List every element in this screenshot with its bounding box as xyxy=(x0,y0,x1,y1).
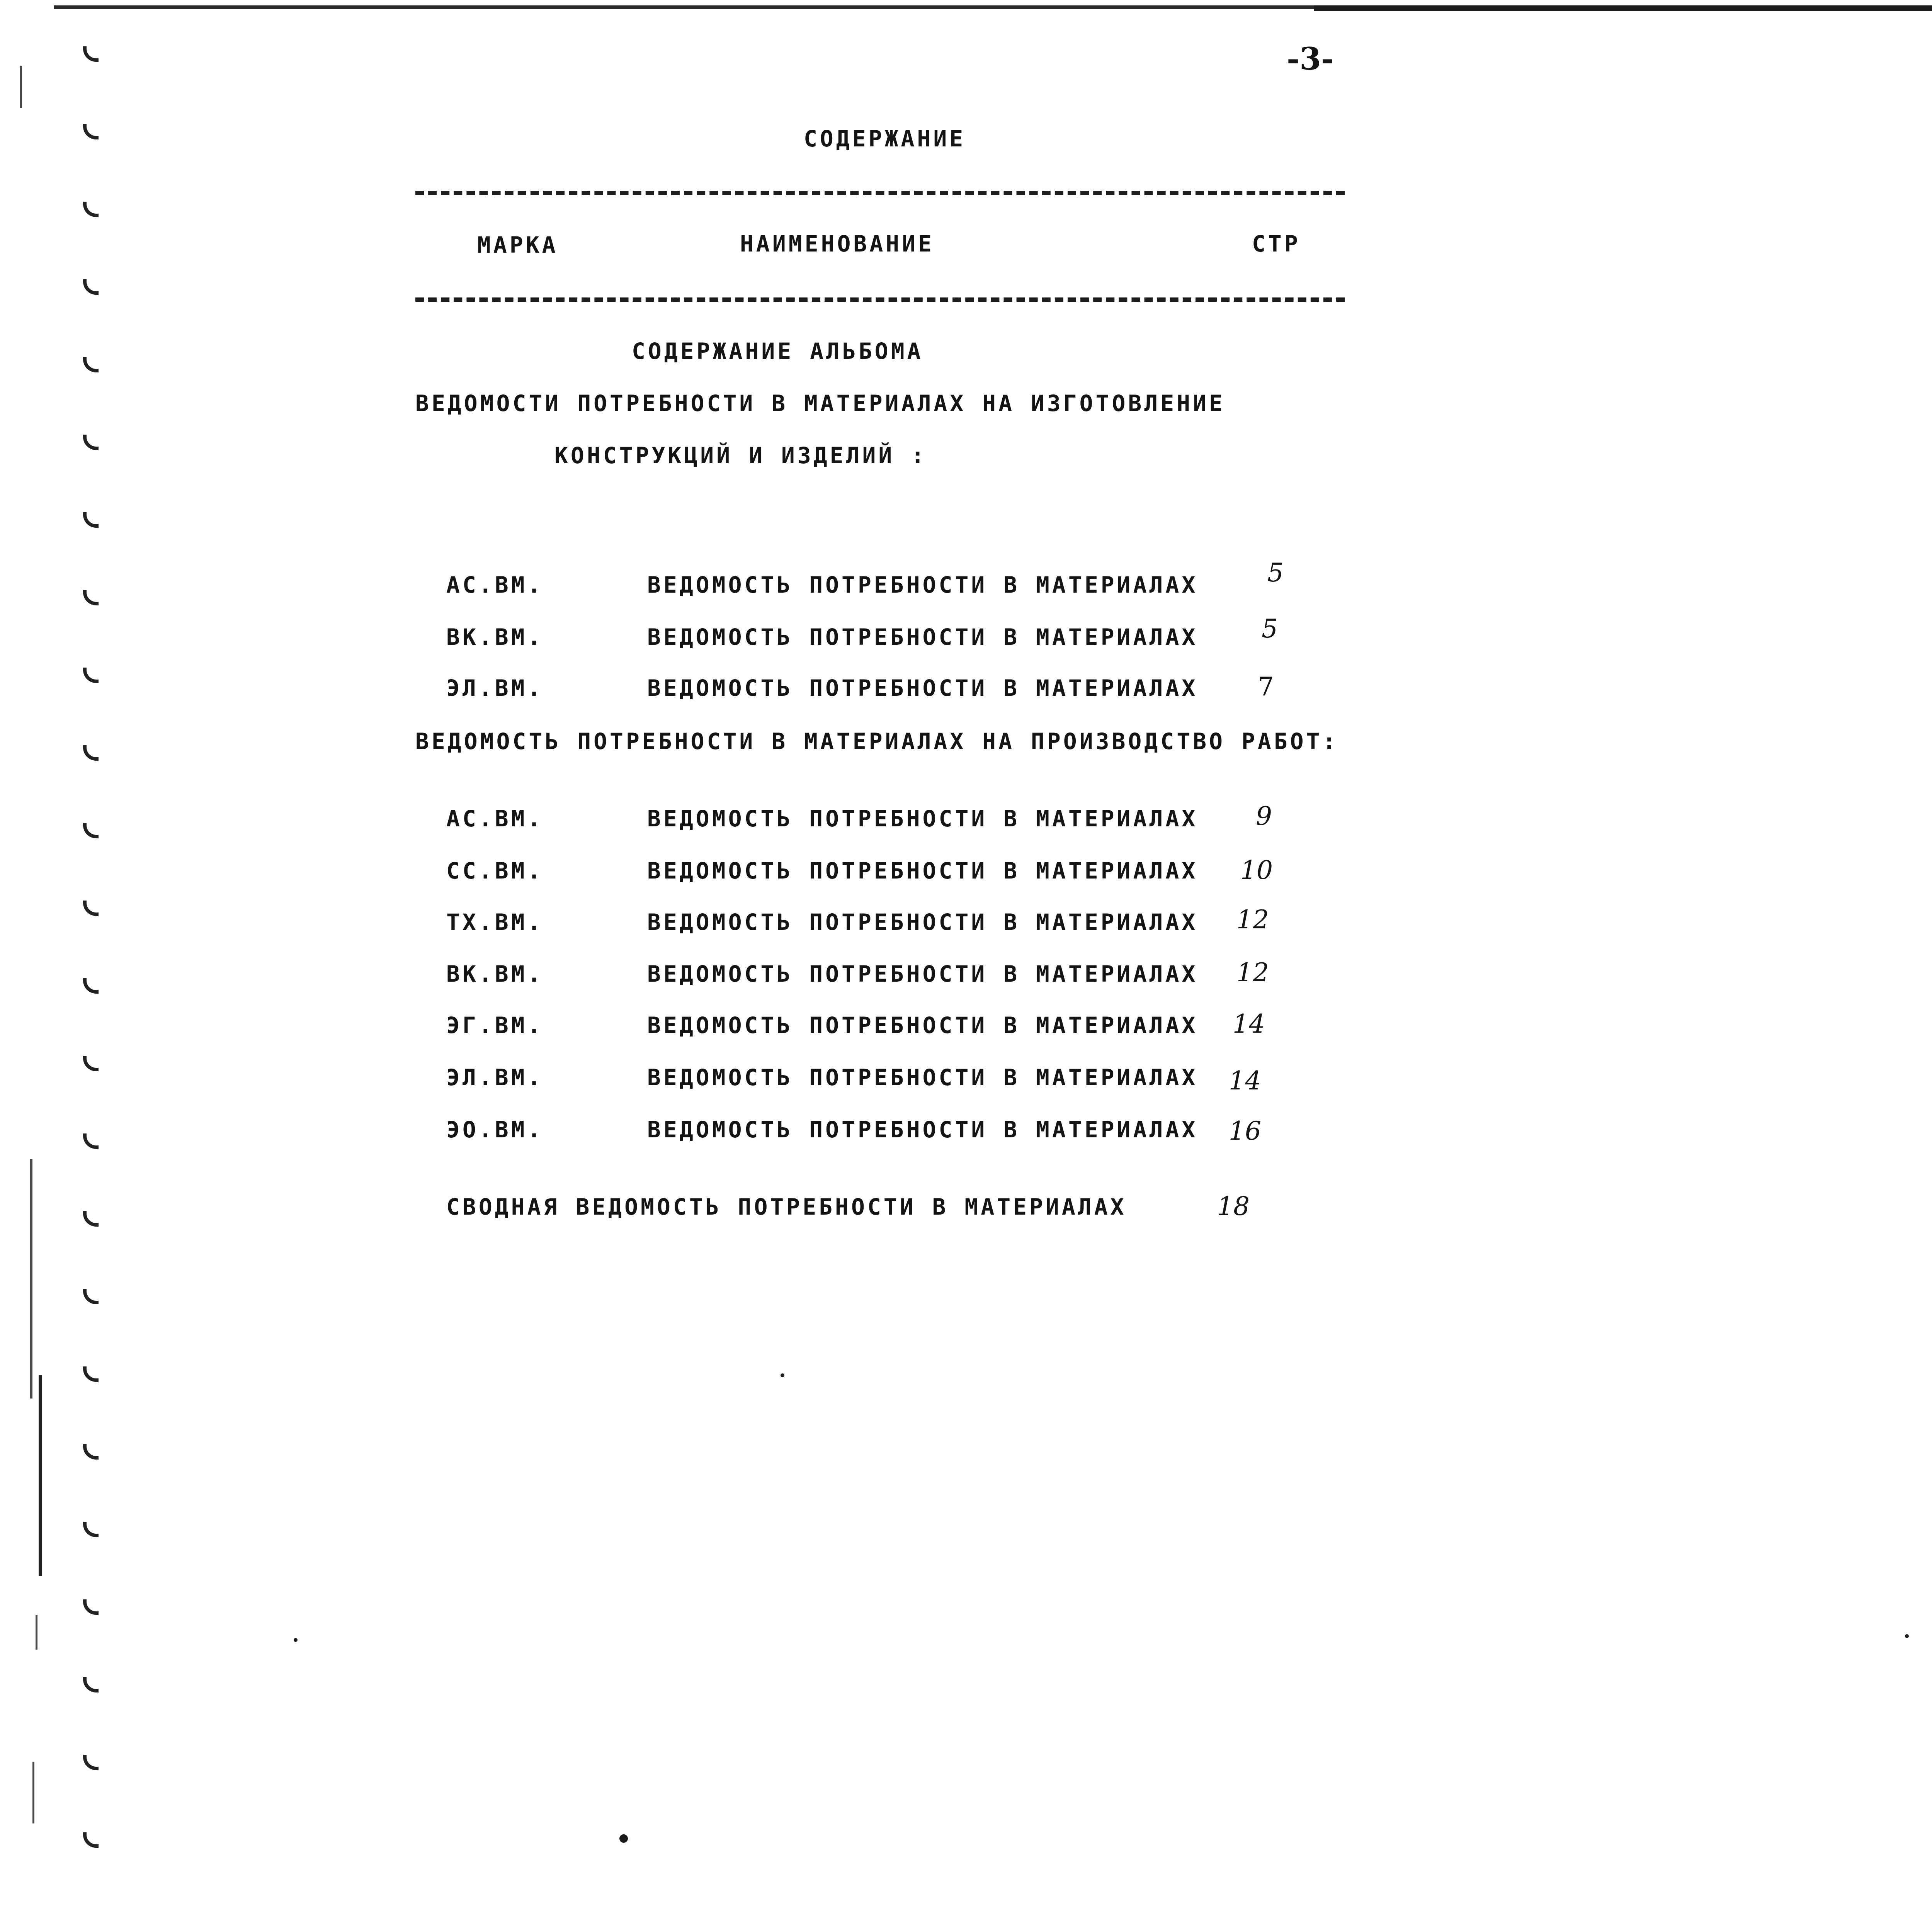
page-number: -3- xyxy=(1287,41,1334,77)
scan-artifact xyxy=(36,1615,37,1650)
table-row-mark: ЭЛ.ВМ. xyxy=(446,1064,544,1091)
table-row-page: 5 xyxy=(1262,614,1278,644)
table-row-page: 12 xyxy=(1236,958,1269,987)
table-row-name: ВЕДОМОСТЬ ПОТРЕБНОСТИ В МАТЕРИАЛАХ xyxy=(647,858,1198,884)
perforation-hole xyxy=(83,1755,99,1770)
table-row-page: 12 xyxy=(1236,905,1269,935)
perforation-hole xyxy=(83,668,99,683)
header-mark: МАРКА xyxy=(477,232,558,258)
header-bottom-rule xyxy=(415,297,1345,302)
perforation-hole xyxy=(83,1522,99,1537)
perforation-hole xyxy=(83,1211,99,1227)
scan-artifact xyxy=(20,66,22,108)
table-row-page: 16 xyxy=(1229,1116,1261,1146)
scan-artifact xyxy=(39,1375,42,1576)
table-row-mark: ЭГ.ВМ. xyxy=(446,1012,544,1038)
perforation-hole xyxy=(83,435,99,450)
speck xyxy=(781,1373,784,1377)
table-row-page: 5 xyxy=(1267,558,1284,588)
perforation-hole xyxy=(83,745,99,761)
paper-top-edge-thick xyxy=(1314,5,1932,11)
scan-artifact xyxy=(32,1762,34,1823)
table-row-name: ВЕДОМОСТЬ ПОТРЕБНОСТИ В МАТЕРИАЛАХ xyxy=(647,805,1198,832)
perforation-hole xyxy=(83,46,99,62)
perforation-hole xyxy=(83,279,99,295)
perforation-hole xyxy=(83,1444,99,1460)
perforation-hole xyxy=(83,823,99,838)
table-row-page: 14 xyxy=(1233,1009,1265,1039)
table-row-mark: ТХ.ВМ. xyxy=(446,909,544,935)
table-row-mark: ЭЛ.ВМ. xyxy=(446,675,544,701)
table-row-mark: СС.ВМ. xyxy=(446,858,544,884)
header-name: НАИМЕНОВАНИЕ xyxy=(740,231,935,257)
table-row-name: ВЕДОМОСТЬ ПОТРЕБНОСТИ В МАТЕРИАЛАХ xyxy=(647,1064,1198,1091)
speck xyxy=(294,1638,298,1642)
table-row-name: ВЕДОМОСТЬ ПОТРЕБНОСТИ В МАТЕРИАЛАХ xyxy=(647,572,1198,598)
header-page: СТР xyxy=(1252,231,1301,257)
table-row-name: ВЕДОМОСТЬ ПОТРЕБНОСТИ В МАТЕРИАЛАХ xyxy=(647,909,1198,935)
perforation-hole xyxy=(83,901,99,916)
table-row-page: 14 xyxy=(1229,1066,1261,1096)
header-top-rule xyxy=(415,191,1345,195)
perforation-hole xyxy=(83,1289,99,1304)
table-row-page: 9 xyxy=(1256,801,1272,831)
summary-page: 18 xyxy=(1217,1191,1250,1221)
table-row-mark: ВК.ВМ. xyxy=(446,624,544,650)
perforation-hole xyxy=(83,202,99,217)
table-row-name: ВЕДОМОСТЬ ПОТРЕБНОСТИ В МАТЕРИАЛАХ xyxy=(647,624,1198,650)
table-row-name: ВЕДОМОСТЬ ПОТРЕБНОСТИ В МАТЕРИАЛАХ xyxy=(647,675,1198,701)
table-row-name: ВЕДОМОСТЬ ПОТРЕБНОСТИ В МАТЕРИАЛАХ xyxy=(647,961,1198,987)
section1-title-line1: ВЕДОМОСТИ ПОТРЕБНОСТИ В МАТЕРИАЛАХ НА ИЗГОТОВЛЕНИЕ xyxy=(415,390,1225,416)
perforation-hole xyxy=(83,357,99,372)
table-row-page: 7 xyxy=(1258,672,1274,702)
table-row-mark: АС.ВМ. xyxy=(446,805,544,832)
table-row-name: ВЕДОМОСТЬ ПОТРЕБНОСТИ В МАТЕРИАЛАХ xyxy=(647,1012,1198,1038)
table-row-name: ВЕДОМОСТЬ ПОТРЕБНОСТИ В МАТЕРИАЛАХ xyxy=(647,1116,1198,1143)
perforation-hole xyxy=(83,1832,99,1848)
perforation-hole xyxy=(83,1133,99,1149)
perforation-hole xyxy=(83,590,99,605)
table-row-page: 10 xyxy=(1240,855,1273,885)
perforation-hole xyxy=(83,512,99,528)
perforation-hole xyxy=(83,1056,99,1071)
album-title: СОДЕРЖАНИЕ АЛЬБОМА xyxy=(632,338,923,364)
speck xyxy=(619,1834,628,1843)
section1-title-line2: КОНСТРУКЦИЙ И ИЗДЕЛИЙ : xyxy=(554,442,927,469)
perforation-hole xyxy=(83,1599,99,1615)
summary-name: СВОДНАЯ ВЕДОМОСТЬ ПОТРЕБНОСТИ В МАТЕРИАЛАХ xyxy=(446,1194,1127,1220)
table-row-mark: ВК.ВМ. xyxy=(446,961,544,987)
perforation-hole xyxy=(83,124,99,139)
table-row-mark: ЭО.ВМ. xyxy=(446,1116,544,1143)
page-title: СОДЕРЖАНИЕ xyxy=(804,126,966,152)
scan-artifact xyxy=(30,1159,32,1399)
perforation-hole xyxy=(83,1366,99,1382)
perforation-hole xyxy=(83,1677,99,1692)
table-row-mark: АС.ВМ. xyxy=(446,572,544,598)
section2-title: ВЕДОМОСТЬ ПОТРЕБНОСТИ В МАТЕРИАЛАХ НА ПРОИЗВОДСТВО РАБОТ: xyxy=(415,728,1339,754)
perforation-hole xyxy=(83,978,99,994)
speck xyxy=(1905,1634,1909,1638)
